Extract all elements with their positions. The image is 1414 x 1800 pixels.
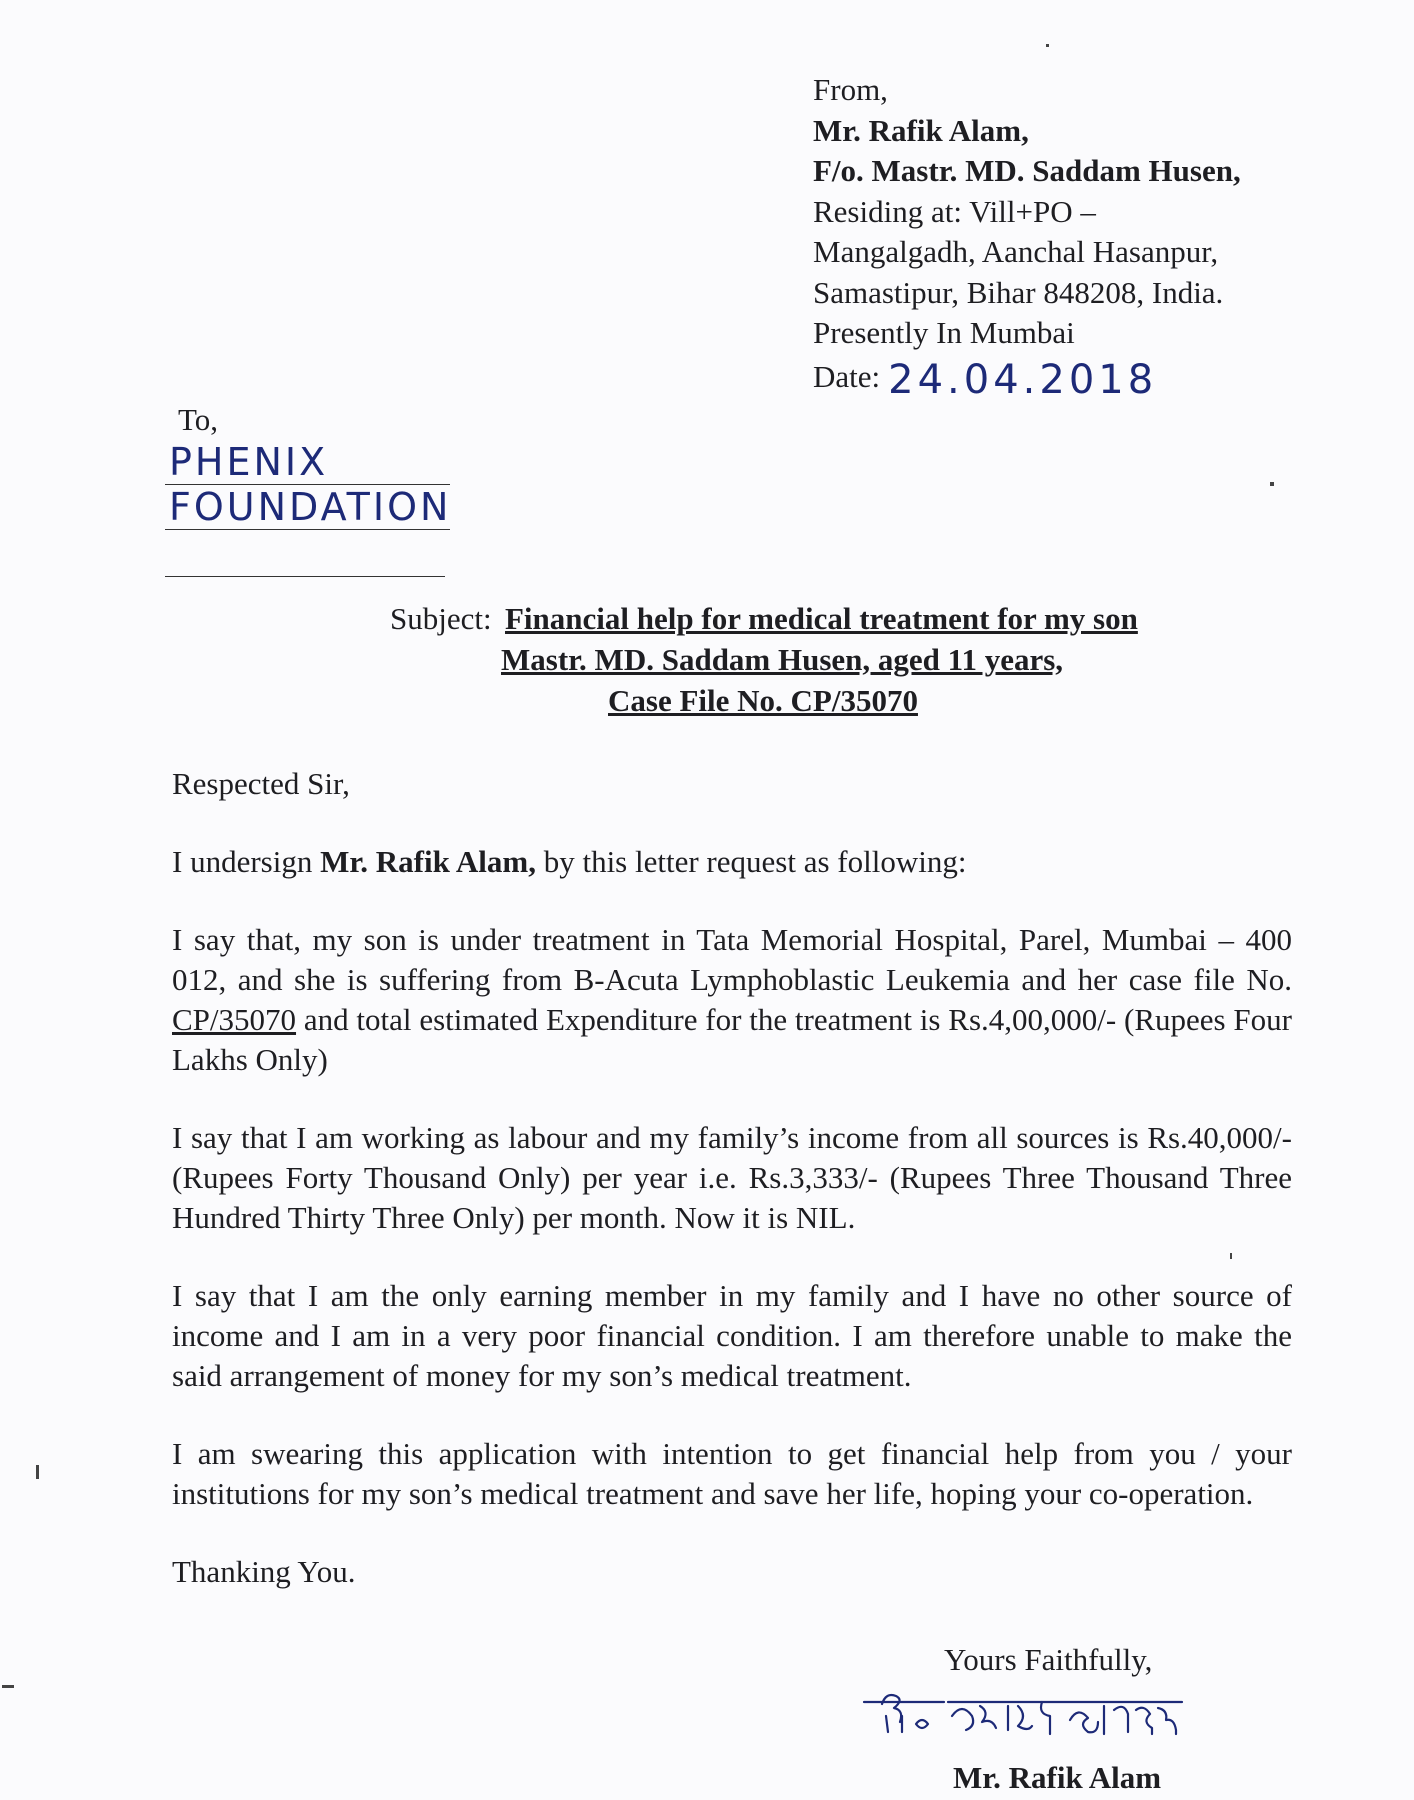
subject-label: Subject: (390, 601, 492, 636)
handwritten-signature (852, 1680, 1302, 1750)
scan-speck (2, 1685, 14, 1688)
paragraph-request: I am swearing this application with intention to get financial help from you / your institutions for my son’s medical treatment and save her life, hoping your co-operation. (172, 1436, 1292, 1511)
thanks: Thanking You. (172, 1554, 356, 1589)
paragraph-earning: I say that I am the only earning member in my family and I have no other source of income and I am in a very poor financial condition. I am therefore unable to make the said arrangement of money for my son’s medical treatment. (172, 1278, 1292, 1393)
salutation: Respected Sir, (172, 766, 350, 801)
signature-drawing (852, 1680, 1302, 1750)
intro-name: Mr. Rafik Alam, (320, 844, 536, 879)
scan-speck (1046, 44, 1049, 47)
scan-speck (1270, 482, 1274, 486)
subject-line2: Mastr. MD. Saddam Husen, aged 11 years, (501, 642, 1064, 677)
scan-speck (36, 1465, 39, 1479)
para1-case-number: CP/35070 (172, 1002, 297, 1037)
sender-name: Mr. Rafik Alam, (813, 112, 1029, 148)
to-block (178, 402, 218, 438)
signer-name: Mr. Rafik Alam (953, 1760, 1162, 1795)
date-handwritten: 24.04.2018 (888, 356, 1158, 403)
sender-address-line1: Residing at: Vill+PO – (813, 193, 1096, 229)
paragraph-treatment (172, 920, 1292, 1080)
recipient-blank-line (165, 530, 445, 577)
letter-body (172, 764, 1292, 1592)
sender-relation: F/o. Mastr. MD. Saddam Husen, (813, 153, 1241, 188)
recipient-block (165, 440, 450, 577)
to-label: To, (178, 402, 219, 437)
para1-after: and total estimated Expenditure for the treatment is Rs.4,00,000/- (Rupees Four Lakhs Only) (172, 1002, 1292, 1077)
sender-address-line2: Mangalgadh, Aanchal Hasanpur, (813, 234, 1219, 269)
sender-presently: Presently In Mumbai (813, 315, 1075, 350)
intro-before: I undersign (172, 844, 321, 879)
intro-after: by this letter request as following: (535, 844, 967, 879)
intro-paragraph (172, 842, 1292, 882)
sender-block (813, 70, 1241, 403)
from-label: From, (813, 72, 888, 107)
date-row (813, 354, 1241, 403)
recipient-line1: PHENIX (165, 440, 450, 485)
paragraph-income: I say that I am working as labour and my family’s income from all sources is Rs.40,000/- (Rupees Forty Thousand Only) per year i.e. Rs.3,333/- (Rupees Three Thousand Three Hundred Thirty Three Only) per month. Now it is NIL. (172, 1120, 1292, 1235)
para1-before: I say that, my son is under treatment in Tata Memorial Hospital, Parel, Mumbai – 400 012, and she is suffering from B-Acuta Lymphoblastic Leukemia and her case file No. (172, 922, 1292, 997)
subject-line3: Case File No. CP/35070 (608, 683, 918, 718)
sender-address-line3: Samastipur, Bihar 848208, India. (813, 274, 1224, 310)
scan-speck (1230, 1253, 1232, 1259)
date-label: Date: (813, 358, 881, 394)
recipient-line2: FOUNDATION (165, 485, 450, 530)
subject-line1: Financial help for medical treatment for my son (505, 601, 1138, 636)
closing-yours: Yours Faithfully, (944, 1642, 1153, 1677)
